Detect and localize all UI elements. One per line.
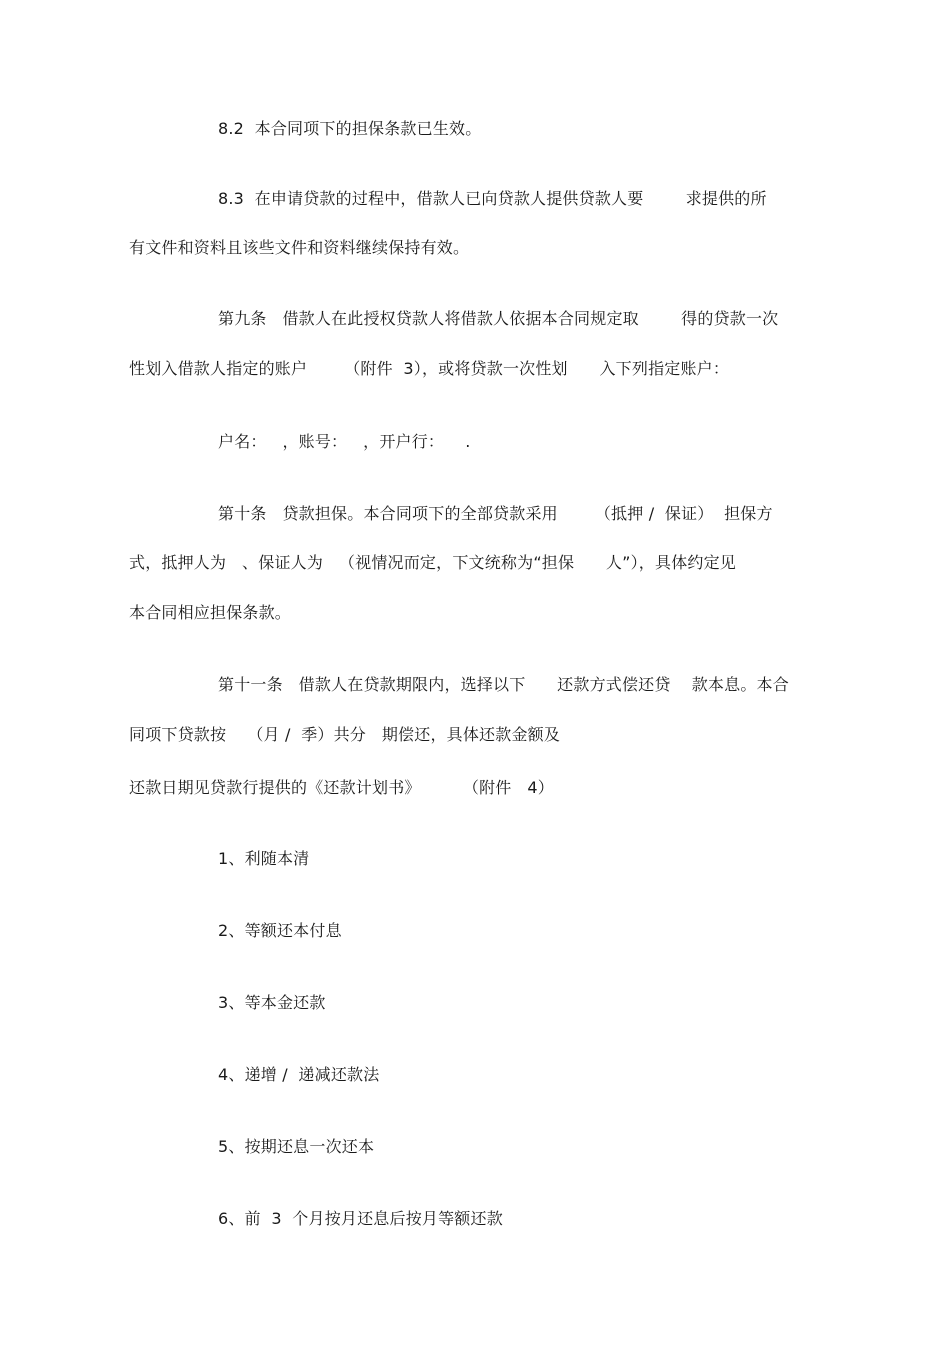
repayment-option-1: 1、利随本清	[218, 849, 310, 868]
article-10-line-1: 第十条 贷款担保。本合同项下的全部贷款采用 （抵押 / 保证） 担保方	[218, 504, 773, 523]
repayment-option-2: 2、等额还本付息	[218, 921, 342, 940]
repayment-option-4: 4、递增 / 递减还款法	[218, 1065, 380, 1084]
article-9-line-1: 第九条 借款人在此授权贷款人将借款人依据本合同规定取 得的贷款一次	[218, 309, 779, 328]
clause-8-3-line-2: 有文件和资料且该些文件和资料继续保持有效。	[129, 238, 470, 257]
account-info-line: 户名： ，账号： ，开户行： .	[218, 432, 471, 451]
repayment-option-3: 3、等本金还款	[218, 993, 326, 1012]
clause-8-2: 8.2 本合同项下的担保条款已生效。	[218, 119, 482, 138]
repayment-option-5: 5、按期还息一次还本	[218, 1137, 375, 1156]
article-9-line-2: 性划入借款人指定的账户 （附件 3），或将贷款一次性划 入下列指定账户：	[129, 359, 730, 378]
repayment-option-6: 6、前 3 个月按月还息后按月等额还款	[218, 1209, 503, 1228]
article-10-line-3: 本合同相应担保条款。	[129, 603, 292, 622]
article-11-line-1: 第十一条 借款人在贷款期限内，选择以下 还款方式偿还贷 款本息。本合	[218, 675, 789, 694]
article-11-line-3: 还款日期见贷款行提供的《还款计划书》 （附件 4）	[129, 778, 554, 797]
clause-8-3-line-1: 8.3 在申请贷款的过程中，借款人已向贷款人提供贷款人要 求提供的所	[218, 189, 767, 208]
article-11-line-2: 同项下贷款按 （月 / 季）共分 期偿还，具体还款金额及	[129, 725, 561, 744]
article-10-line-2: 式，抵押人为 、保证人为 （视情况而定，下文统称为“担保 人”），具体约定见	[129, 553, 737, 572]
